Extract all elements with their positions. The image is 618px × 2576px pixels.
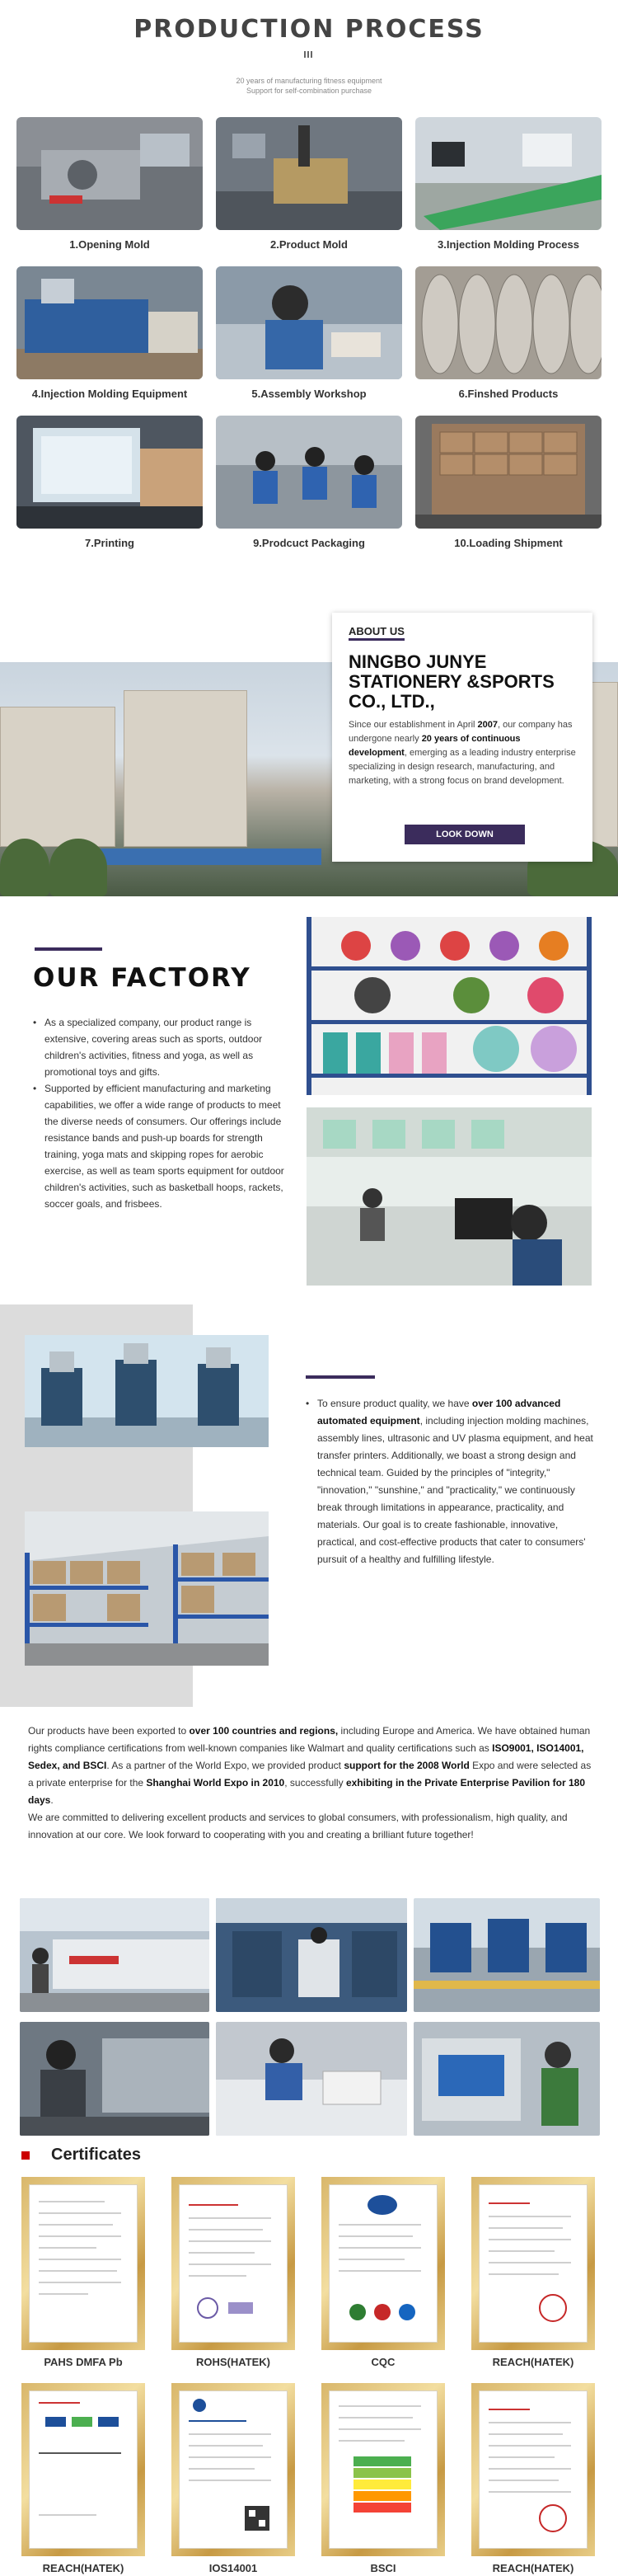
company-name: NINGBO JUNYE STATIONERY &SPORTS CO., LTD., xyxy=(349,651,555,712)
equipment-text xyxy=(306,1395,594,1568)
text-bold: over 100 advanced automated equipment xyxy=(317,1398,561,1427)
process-step-label: 4.Injection Molding Equipment xyxy=(31,388,188,400)
factory-bullets xyxy=(33,1014,287,1212)
finished-products-photo xyxy=(415,266,602,379)
text: , successfully xyxy=(284,1777,346,1789)
process-step xyxy=(216,117,402,266)
export-paragraph xyxy=(28,1723,597,1809)
title-decoration xyxy=(304,51,314,58)
text: Our products have been exported to xyxy=(28,1725,190,1737)
text-bold: support for the 2008 World xyxy=(344,1760,470,1771)
certificate-frame xyxy=(471,2383,595,2556)
certificate-frame xyxy=(471,2177,595,2350)
process-step xyxy=(415,266,602,416)
certificate-image xyxy=(179,2390,288,2549)
certificate-label: IOS14001 xyxy=(208,2562,258,2574)
certificate-label: BSCI xyxy=(370,2562,396,2574)
process-step-label: 5.Assembly Workshop xyxy=(251,388,367,400)
process-step-label: 6.Finshed Products xyxy=(458,388,559,400)
production-process-section xyxy=(0,0,618,577)
text: . xyxy=(50,1794,54,1806)
certificate-label: REACH(HATEK) xyxy=(492,2562,574,2574)
injection-molding-equipment-photo xyxy=(16,266,203,379)
certificate-frame xyxy=(171,2177,295,2350)
certificate-label: REACH(HATEK) xyxy=(492,2356,574,2368)
list-item: • As a specialized company, our product range is extensive, covering areas such as sports, outdoor children's activities, fitness and yoga, as well as promotional toys and gifts. xyxy=(33,1014,287,1080)
certificate-frame xyxy=(21,2383,145,2556)
certificate-image xyxy=(29,2184,138,2343)
production-line-photo xyxy=(414,1898,600,2012)
text: including Europe and America. We have obtained human rights compliance certifications from well-known companies like Walmart and quality certifications such as xyxy=(28,1725,591,1754)
certificate-frame xyxy=(171,2383,295,2556)
factory-section xyxy=(0,915,618,1303)
certificate-label: CQC xyxy=(371,2356,396,2368)
certificate-image xyxy=(329,2390,438,2549)
worker-at-machine-photo xyxy=(414,2022,600,2136)
machines-photo xyxy=(25,1335,269,1447)
accent-bar xyxy=(35,947,102,951)
equipment-section xyxy=(0,1304,618,1709)
office-photo xyxy=(307,1107,592,1286)
text-bold: 20 years of continuous development xyxy=(349,734,521,758)
assembly-workshop-photo xyxy=(216,266,402,379)
text-bold: Shanghai World Expo in 2010 xyxy=(146,1777,285,1789)
process-step xyxy=(415,117,602,266)
factory-title: OUR FACTORY xyxy=(33,963,251,993)
building xyxy=(0,707,115,847)
text: , emerging as a leading industry enterprise specializing in design research, manufacturing, and marketing, with a strong focus on brand development. xyxy=(349,748,576,786)
certificate-image xyxy=(479,2390,588,2549)
process-step xyxy=(16,117,203,266)
roof xyxy=(74,848,321,865)
process-step xyxy=(216,266,402,416)
certificate-card xyxy=(321,2177,445,2370)
export-paragraph: We are committed to delivering excellent products and services to global consumers, with professionalism, high quality, and innovation at our core. We look forward to cooperating with you and creating a brilliant future together! xyxy=(28,1812,568,1840)
certificate-frame xyxy=(321,2177,445,2350)
certificate-card xyxy=(471,2383,595,2576)
certificate-label: PAHS DMFA Pb xyxy=(44,2356,123,2368)
text: , including injection molding machines, assembly lines, ultrasonic and UV plasma equipment, and heat transfer printers. Additionally, we boast a strong design and technical team. Guided by the principles of "integrity," "innovation," "sunshine," and "practicality," we continuously break through limitations in appearance, practicality, and materials. Our goal is to create fashionable, innovative, practical, and cost-effective products that cater to consumers' pursuit of a healthy and fulfilling lifestyle. xyxy=(317,1415,593,1565)
certificate-grid xyxy=(21,2177,598,2576)
text: , our company has undergone nearly xyxy=(349,720,573,744)
about-card xyxy=(332,613,592,862)
certificate-card xyxy=(321,2383,445,2576)
product-shelf-photo xyxy=(307,917,592,1095)
certificate-card xyxy=(471,2177,595,2370)
process-step-label: 1.Opening Mold xyxy=(69,238,150,251)
subtitle-line: 20 years of manufacturing fitness equipment xyxy=(236,77,382,85)
process-step-label: 7.Printing xyxy=(85,537,134,549)
certificate-card xyxy=(171,2177,295,2370)
certificate-card xyxy=(21,2383,145,2576)
certificate-card xyxy=(171,2383,295,2576)
tree xyxy=(49,839,107,896)
certificate-frame xyxy=(21,2177,145,2350)
certificates-heading xyxy=(21,2146,141,2165)
text: To ensure product quality, we have xyxy=(317,1398,472,1409)
process-step-label: 9.Prodcuct Packaging xyxy=(253,537,365,549)
certificate-label: REACH(HATEK) xyxy=(42,2562,124,2574)
process-step xyxy=(415,416,602,565)
process-step-label: 2.Product Mold xyxy=(270,238,348,251)
certificate-image xyxy=(179,2184,288,2343)
export-section xyxy=(28,1723,597,1844)
building xyxy=(124,690,247,847)
workshop-machines-photo xyxy=(216,1898,407,2012)
certificate-image xyxy=(479,2184,588,2343)
certificate-image xyxy=(329,2184,438,2343)
subtitle-line: Support for self-combination purchase xyxy=(246,87,372,95)
process-step xyxy=(16,266,203,416)
opening-mold-photo xyxy=(16,117,203,230)
process-grid xyxy=(16,117,602,565)
loading-shipment-photo xyxy=(415,416,602,529)
certificate-label: ROHS(HATEK) xyxy=(195,2356,271,2368)
tree xyxy=(0,839,49,896)
printing-photo xyxy=(16,416,203,529)
text-bold: 2007 xyxy=(477,720,499,730)
accent-bar xyxy=(306,1375,375,1379)
process-step-label: 10.Loading Shipment xyxy=(454,537,563,549)
uv-printer-photo xyxy=(20,1898,209,2012)
text: . As a partner of the World Expo, we provided product xyxy=(106,1760,344,1771)
red-square-icon xyxy=(21,2151,30,2160)
text-bold: over 100 countries and regions, xyxy=(189,1725,339,1737)
workshop-photo-grid xyxy=(20,1898,598,2136)
product-inspection-photo xyxy=(216,2022,407,2136)
certificate-image xyxy=(29,2390,138,2549)
certificates-title: Certificates xyxy=(51,2146,141,2164)
section-subtitle xyxy=(0,76,618,96)
process-step xyxy=(16,416,203,565)
certificate-frame xyxy=(321,2383,445,2556)
look-down-button[interactable]: LOOK DOWN xyxy=(405,825,525,844)
text-bold: exhibiting in the Private Enterprise Pavilion for 180 days xyxy=(28,1777,586,1806)
product-packaging-photo xyxy=(216,416,402,529)
list-item: • Supported by efficient manufacturing and marketing capabilities, we offer a wide range of products to meet the diverse needs of consumers. Our offerings include resistance bands and push-up boards for strength training, yoga mats and skipping ropes for aerobic exercise, as well as team sports equipment for outdoor children's activities, such as basketball hoops, rackets, soccer goals, and frisbees. xyxy=(33,1080,287,1212)
warehouse-photo xyxy=(25,1511,269,1666)
machine-operator-photo xyxy=(20,2022,209,2136)
text: Since our establishment in April xyxy=(349,720,478,730)
about-text xyxy=(349,718,576,788)
process-step xyxy=(216,416,402,565)
process-step-label: 3.Injection Molding Process xyxy=(438,238,579,251)
text-bold: ISO9001, ISO14001, Sedex, and BSCI xyxy=(28,1742,584,1771)
about-section xyxy=(0,608,618,896)
section-title: PRODUCTION PROCESS xyxy=(133,15,485,44)
text: Expo and were selected as a private enterprise for the xyxy=(28,1760,592,1789)
product-mold-photo xyxy=(216,117,402,230)
certificate-card xyxy=(21,2177,145,2370)
about-label: ABOUT US xyxy=(349,625,405,641)
injection-molding-process-photo xyxy=(415,117,602,230)
